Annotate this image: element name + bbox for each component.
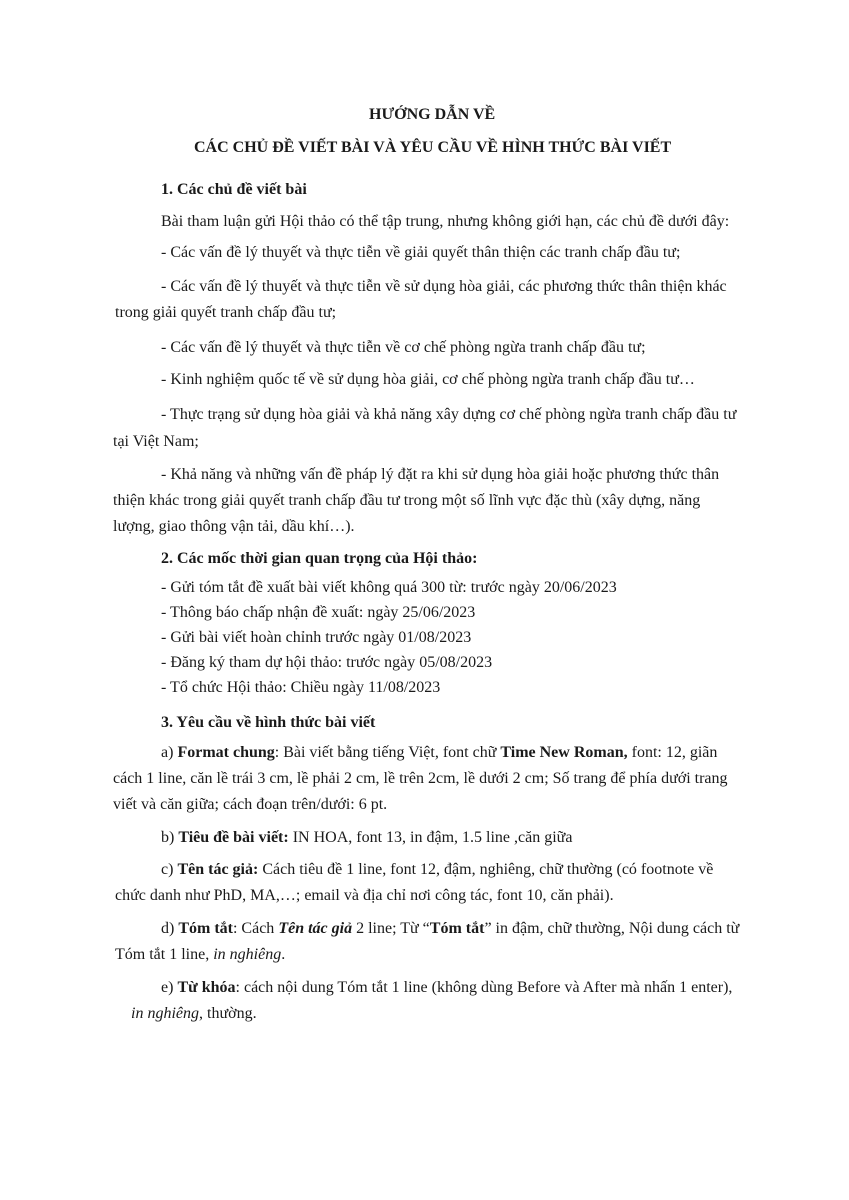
- milestone-item: - Đăng ký tham dự hội thảo: trước ngày 05/08/2023: [161, 654, 493, 671]
- format-author-text: Cách tiêu đề 1 line, font 12, đậm, nghiêng, chữ thường (có footnote về: [258, 861, 714, 878]
- format-general-prefix: a): [161, 744, 178, 761]
- milestone-item: - Gửi bài viết hoàn chỉnh trước ngày 01/08/2023: [161, 629, 472, 646]
- format-abstract-line1: [161, 919, 739, 939]
- format-abstract-label: Tóm tắt: [178, 920, 233, 937]
- format-abstract-text: : Cách: [232, 920, 279, 937]
- format-abstract-text-3: ” in đậm, chữ thường, Nội dung cách từ: [484, 920, 740, 937]
- section1-item-cont: thiện khác trong giải quyết tranh chấp đầu tư trong một số lĩnh vực đặc thù (xây dựng, năng: [113, 492, 701, 509]
- section1-item: - Thực trạng sử dụng hòa giải và khả năng xây dựng cơ chế phòng ngừa tranh chấp đầu tư: [161, 406, 737, 423]
- format-general-label: Format chung: [177, 744, 275, 761]
- section1-item-cont: tại Việt Nam;: [113, 433, 199, 450]
- format-title-line: [161, 828, 572, 848]
- format-keywords-prefix: e): [161, 979, 178, 996]
- format-general-line2: cách 1 line, căn lề trái 3 cm, lề phải 2 cm, lề trên 2cm, lề dưới 2 cm; Số trang để phía dưới trang: [113, 770, 728, 787]
- section2-heading: 2. Các mốc thời gian quan trọng của Hội thảo:: [161, 550, 478, 567]
- section1-intro: Bài tham luận gửi Hội thảo có thể tập trung, nhưng không giới hạn, các chủ đề dưới đây:: [161, 213, 730, 230]
- format-general-text: : Bài viết bằng tiếng Việt, font chữ: [274, 744, 501, 761]
- format-general-font: Time New Roman,: [500, 744, 628, 761]
- format-general-line3: viết và căn giữa; cách đoạn trên/dưới: 6 pt.: [113, 796, 388, 813]
- format-abstract-italic: in nghiêng: [213, 946, 282, 963]
- format-keywords-label: Từ khóa: [177, 979, 236, 996]
- format-abstract-text-2: 2 line; Từ “: [352, 920, 430, 937]
- format-author-line2: chức danh như PhD, MA,…; email và địa chỉ nơi công tác, font 10, căn phải).: [115, 887, 614, 904]
- section1-item: - Các vấn đề lý thuyết và thực tiễn về cơ chế phòng ngừa tranh chấp đầu tư;: [161, 339, 646, 356]
- format-keywords-italic: in nghiêng: [131, 1005, 199, 1022]
- format-keywords-end: , thường.: [199, 1005, 257, 1022]
- format-abstract-line2: [115, 945, 285, 965]
- format-abstract-author-ref: Tên tác giả: [278, 920, 353, 937]
- document-title-line2: CÁC CHỦ ĐỀ VIẾT BÀI VÀ YÊU CẦU VỀ HÌNH THỨC BÀI VIẾT: [194, 139, 672, 156]
- milestone-item: - Thông báo chấp nhận đề xuất: ngày 25/06/2023: [161, 604, 476, 621]
- section1-item: - Các vấn đề lý thuyết và thực tiễn về giải quyết thân thiện các tranh chấp đầu tư;: [161, 244, 681, 261]
- format-keywords-line2: [131, 1004, 257, 1024]
- format-keywords-text: : cách nội dung Tóm tắt 1 line (không dùng Before và After mà nhấn 1 enter),: [235, 979, 733, 996]
- section1-heading: 1. Các chủ đề viết bài: [161, 181, 307, 198]
- format-author-prefix: c): [161, 861, 178, 878]
- format-abstract-prefix: d): [161, 920, 179, 937]
- section1-item: - Các vấn đề lý thuyết và thực tiễn về sử dụng hòa giải, các phương thức thân thiện khác: [161, 278, 727, 295]
- format-abstract-cont: Tóm tắt 1 line,: [115, 946, 214, 963]
- format-author-label: Tên tác giả:: [177, 861, 259, 878]
- format-author-line1: [161, 860, 713, 880]
- document-title-line1: HƯỚNG DẪN VỀ: [369, 106, 496, 123]
- section1-item-cont: trong giải quyết tranh chấp đầu tư;: [115, 304, 337, 321]
- format-abstract-end: .: [281, 946, 286, 963]
- format-abstract-label-2: Tóm tắt: [429, 920, 485, 937]
- section1-item: - Kinh nghiệm quốc tế về sử dụng hòa giải, cơ chế phòng ngừa tranh chấp đầu tư…: [161, 371, 695, 388]
- section3-heading: 3. Yêu cầu về hình thức bài viết: [161, 714, 376, 731]
- section1-item: - Khả năng và những vấn đề pháp lý đặt ra khi sử dụng hòa giải hoặc phương thức thân: [161, 466, 720, 483]
- milestone-item: - Gửi tóm tắt đề xuất bài viết không quá 300 từ: trước ngày 20/06/2023: [161, 579, 617, 596]
- format-keywords-line1: [161, 978, 732, 998]
- format-title-text: IN HOA, font 13, in đậm, 1.5 line ,căn giữa: [288, 829, 573, 846]
- format-general-line1: [161, 743, 717, 763]
- section1-item-cont: lượng, giao thông vận tải, dầu khí…).: [113, 518, 355, 535]
- format-general-text-2: font: 12, giãn: [627, 744, 718, 761]
- milestone-item: - Tổ chức Hội thảo: Chiều ngày 11/08/2023: [161, 679, 441, 696]
- format-title-label: Tiêu đề bài viết:: [178, 829, 289, 846]
- format-title-prefix: b): [161, 829, 179, 846]
